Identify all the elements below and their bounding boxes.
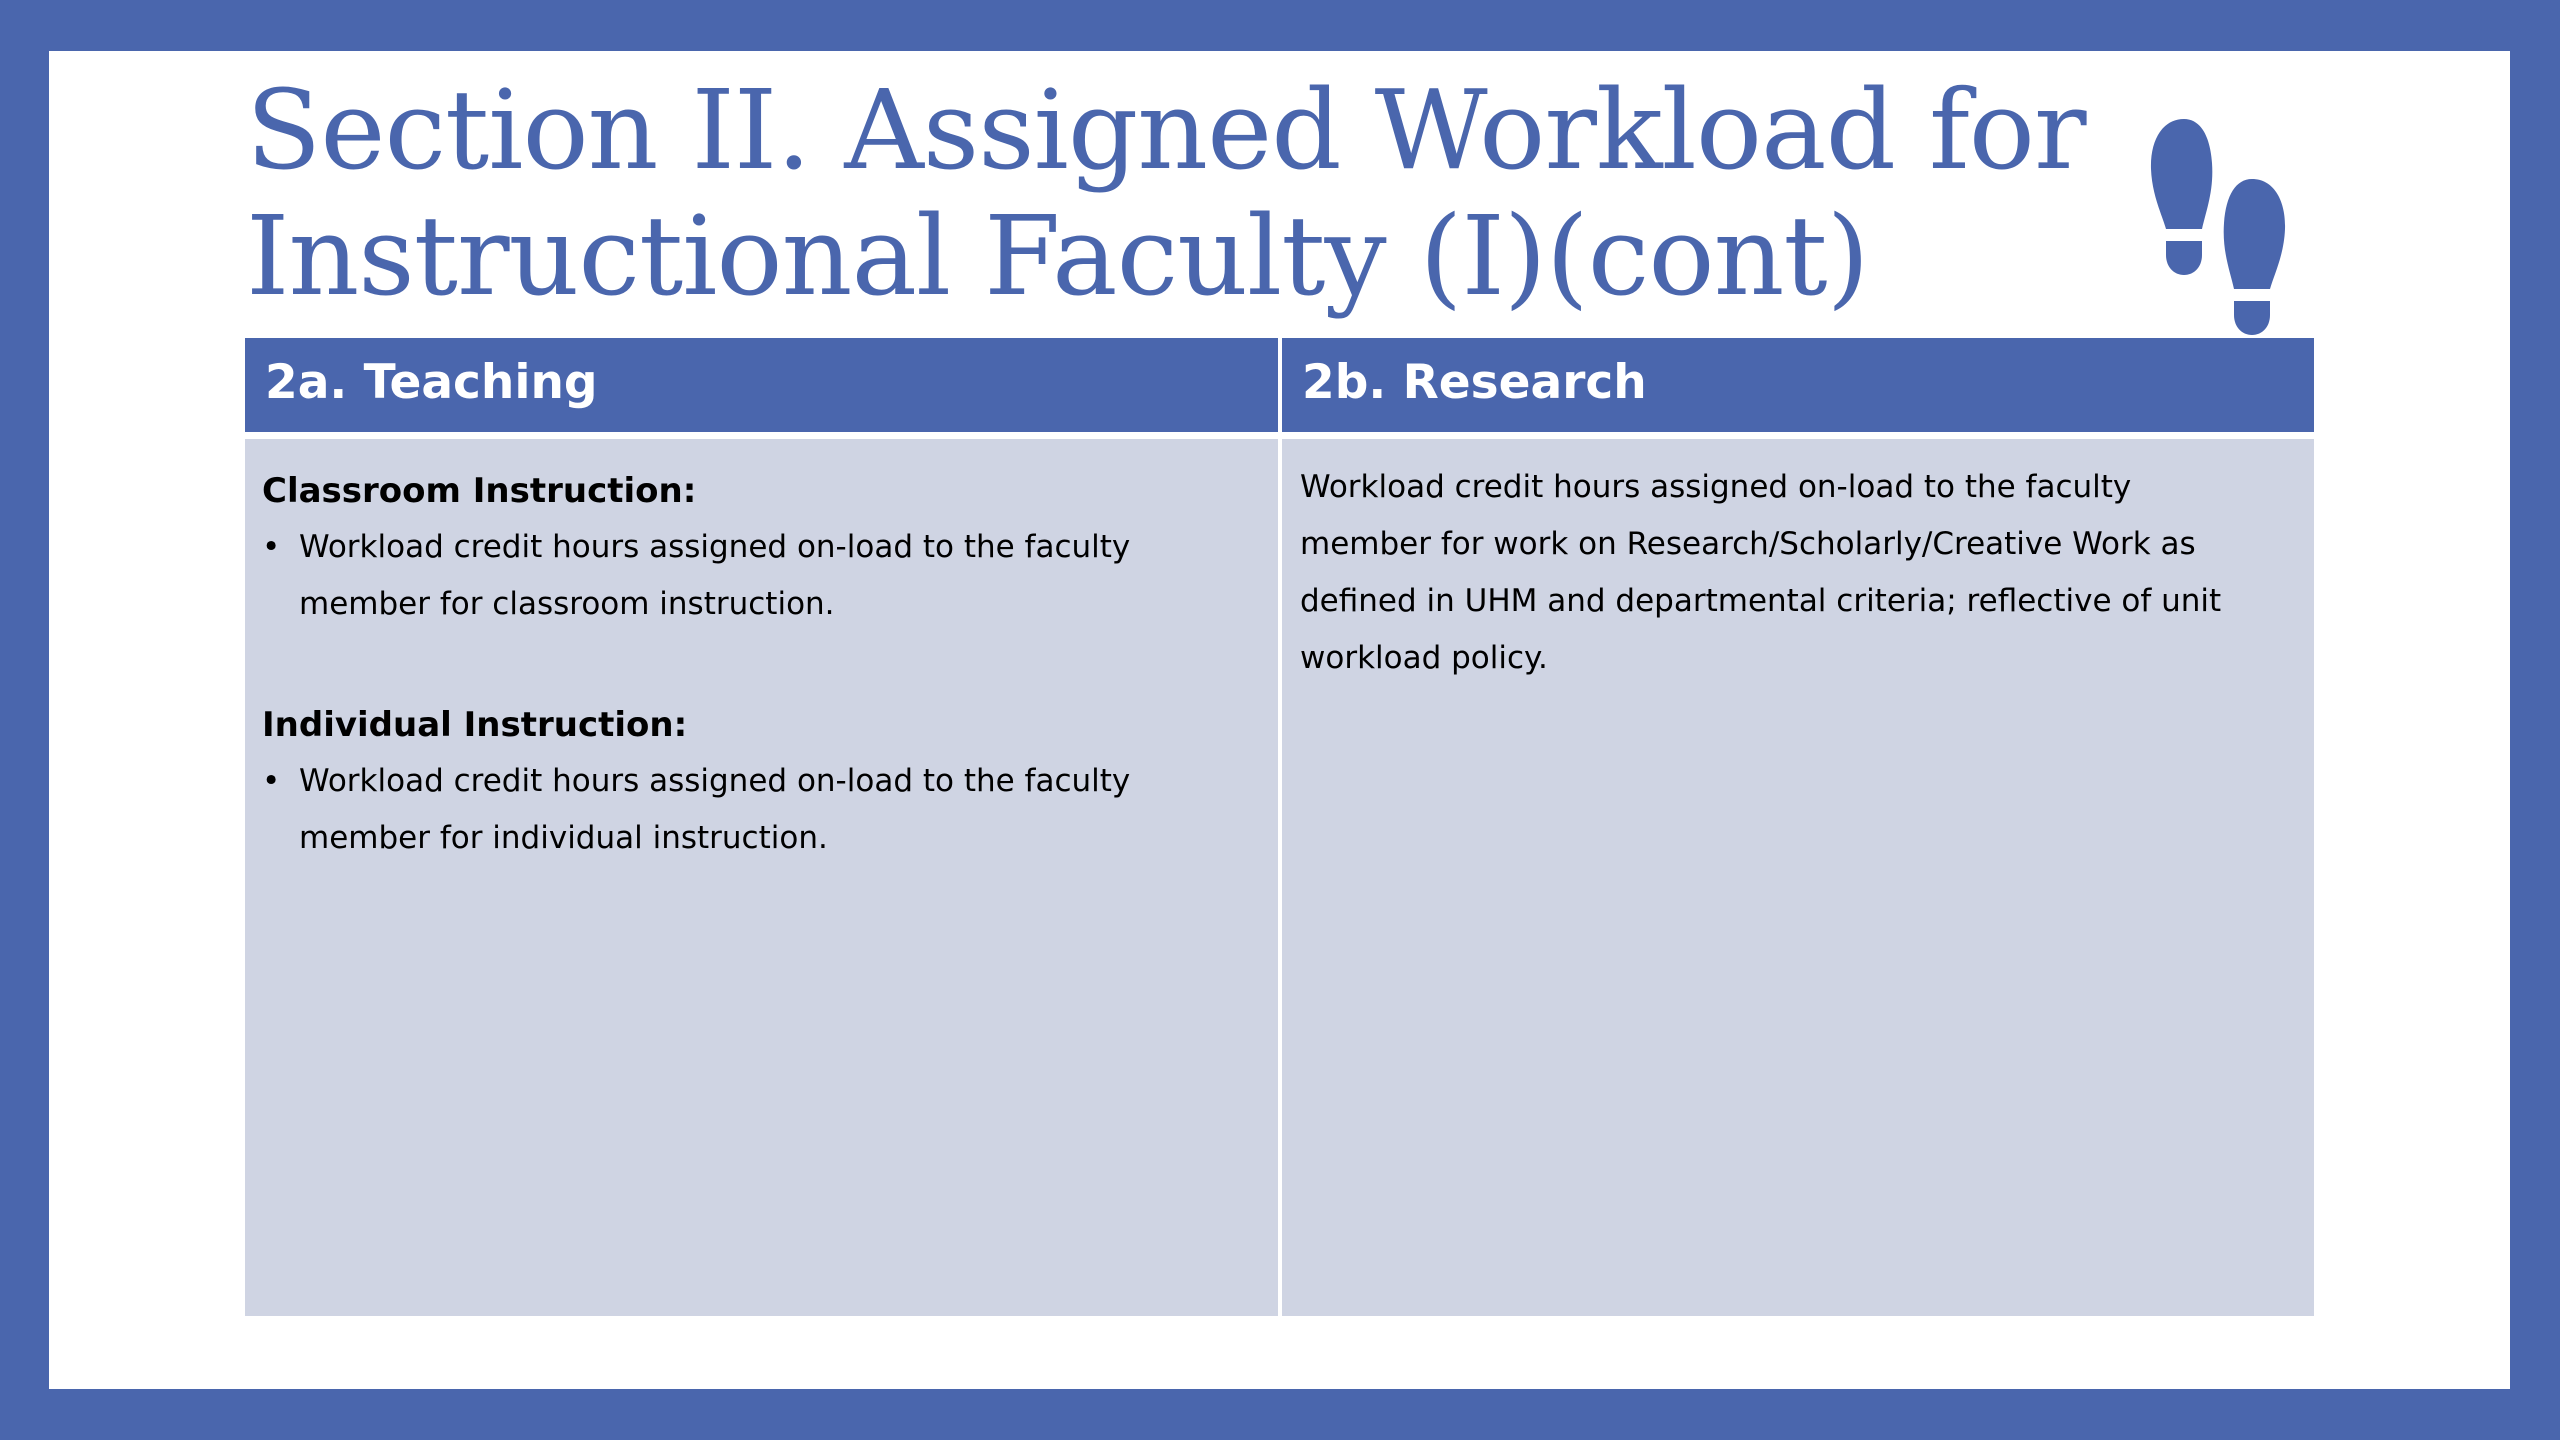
research-body	[1282, 439, 2314, 1316]
slide-title	[246, 67, 2206, 319]
research-header: 2b. Research	[1282, 338, 2314, 432]
bullet-icon: •	[262, 529, 281, 565]
teaching-body	[245, 439, 1278, 1316]
section-spacer	[262, 633, 1278, 693]
individual-instruction-text: Workload credit hours assigned on-load to the faculty member for individual instruction.	[299, 763, 1131, 856]
slide	[49, 51, 2510, 1389]
title-line-1: Section II. Assigned Workload for	[246, 66, 2086, 194]
individual-instruction-heading: Individual Instruction:	[262, 705, 688, 745]
classroom-instruction-text: Workload credit hours assigned on-load to the faculty member for classroom instruction.	[299, 529, 1131, 622]
teaching-header: 2a. Teaching	[245, 338, 1278, 432]
classroom-instruction-heading: Classroom Instruction:	[262, 471, 697, 511]
bullet-icon: •	[262, 763, 281, 799]
research-description: Workload credit hours assigned on-load to the faculty member for work on Research/Scholarly/Creative Work as defined in UHM and departmental criteria; reflective of unit workload policy.	[1300, 469, 2222, 676]
workload-table	[245, 338, 2314, 1316]
teaching-column	[245, 338, 1278, 1316]
individual-instruction-item	[262, 753, 1278, 867]
title-line-2: Instructional Faculty (I)(cont)	[246, 192, 1869, 320]
research-column	[1282, 338, 2314, 1316]
classroom-instruction-item	[262, 519, 1278, 633]
footprints-icon	[2148, 111, 2288, 361]
